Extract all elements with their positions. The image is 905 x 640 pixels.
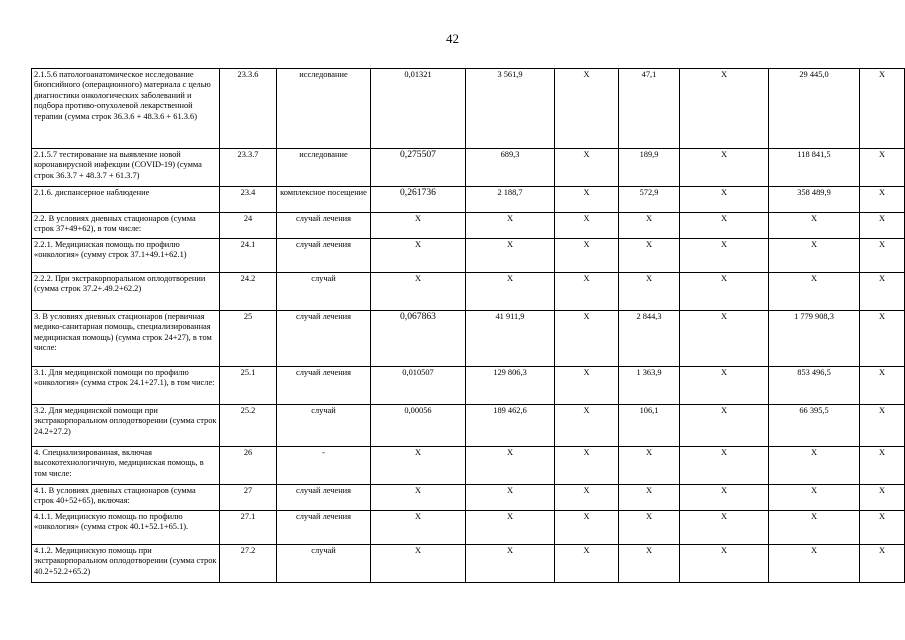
table-row (32, 69, 905, 149)
cell-col10: X (860, 545, 905, 583)
cell-col8: X (680, 405, 769, 447)
cell-col6: X (555, 511, 619, 545)
cell-norm: X (371, 511, 466, 545)
cell-col10: X (860, 485, 905, 511)
cell-col9: X (769, 213, 860, 239)
cell-col8: X (680, 69, 769, 149)
cell-name: 2.2.1. Медицинская помощь по профилю «онкология» (сумму строк 37.1+49.1+62.1) (32, 239, 220, 273)
table-body (32, 69, 905, 583)
cell-row-code: 24.1 (220, 239, 277, 273)
cell-col8: X (680, 187, 769, 213)
cell-norm: 0,010507 (371, 367, 466, 405)
cell-col9: 118 841,5 (769, 149, 860, 187)
cell-name: 3.2. Для медицинской помощи при экстракорпоральном оплодотворении (сумма строк 24.2+27.2) (32, 405, 220, 447)
cell-cost: X (466, 447, 555, 485)
cell-norm: 0,00056 (371, 405, 466, 447)
cell-unit: случай (277, 405, 371, 447)
cell-col7: 572,9 (619, 187, 680, 213)
cell-norm: 0,275507 (371, 149, 466, 187)
cell-col6: X (555, 69, 619, 149)
cell-col6: X (555, 149, 619, 187)
cell-unit: случай (277, 545, 371, 583)
cell-col8: X (680, 447, 769, 485)
cell-unit: случай лечения (277, 485, 371, 511)
cell-norm: X (371, 485, 466, 511)
cell-name: 3.1. Для медицинской помощи по профилю «онкология» (сумма строк 24.1+27.1), в том числе: (32, 367, 220, 405)
cell-col9: 358 489,9 (769, 187, 860, 213)
cell-col7: 1 363,9 (619, 367, 680, 405)
cell-unit: случай лечения (277, 213, 371, 239)
cell-col6: X (555, 447, 619, 485)
cell-norm: X (371, 213, 466, 239)
cell-col8: X (680, 367, 769, 405)
cell-col6: X (555, 273, 619, 311)
table-row (32, 511, 905, 545)
cell-col8: X (680, 511, 769, 545)
cell-col6: X (555, 311, 619, 367)
cell-name: 2.2.2. При экстракорпоральном оплодотворении (сумма строк 37.2+.49.2+62.2) (32, 273, 220, 311)
cell-col9: X (769, 273, 860, 311)
cell-row-code: 27.1 (220, 511, 277, 545)
cell-unit: случай лечения (277, 511, 371, 545)
cell-col9: 853 496,5 (769, 367, 860, 405)
cell-col7: X (619, 273, 680, 311)
cell-cost: 41 911,9 (466, 311, 555, 367)
cell-col6: X (555, 239, 619, 273)
table-row (32, 149, 905, 187)
cell-name: 4.1.2. Медицинскую помощь при экстракорпоральном оплодотворении (сумма строк 40.2+52.2+65.2) (32, 545, 220, 583)
cell-col8: X (680, 273, 769, 311)
cell-col7: X (619, 511, 680, 545)
cell-col9: X (769, 511, 860, 545)
cell-cost: 3 561,9 (466, 69, 555, 149)
cell-cost: X (466, 545, 555, 583)
table-row (32, 187, 905, 213)
cell-unit: комплексное посещение (277, 187, 371, 213)
cell-col7: 189,9 (619, 149, 680, 187)
cell-cost: X (466, 273, 555, 311)
cell-unit: - (277, 447, 371, 485)
cell-cost: 189 462,6 (466, 405, 555, 447)
cell-name: 2.1.6. диспансерное наблюдение (32, 187, 220, 213)
cell-norm: X (371, 545, 466, 583)
cell-cost: X (466, 213, 555, 239)
cell-col7: 2 844,3 (619, 311, 680, 367)
cell-norm: 0,067863 (371, 311, 466, 367)
cell-col9: X (769, 485, 860, 511)
cell-col8: X (680, 485, 769, 511)
cell-col10: X (860, 405, 905, 447)
cell-row-code: 23.3.7 (220, 149, 277, 187)
cell-name: 2.2. В условиях дневных стационаров (сумма строк 37+49+62), в том числе: (32, 213, 220, 239)
cell-col9: 29 445,0 (769, 69, 860, 149)
cell-cost: 129 806,3 (466, 367, 555, 405)
cell-name: 4. Специализированная, включая высокотехнологичную, медицинская помощь, в том числе: (32, 447, 220, 485)
cell-unit: случай лечения (277, 239, 371, 273)
table-row (32, 213, 905, 239)
cell-row-code: 23.3.6 (220, 69, 277, 149)
cell-row-code: 26 (220, 447, 277, 485)
cell-cost: 689,3 (466, 149, 555, 187)
cell-unit: случай (277, 273, 371, 311)
cell-col6: X (555, 405, 619, 447)
table-row (32, 405, 905, 447)
cell-col10: X (860, 239, 905, 273)
cell-col10: X (860, 311, 905, 367)
cell-col8: X (680, 545, 769, 583)
cell-col10: X (860, 447, 905, 485)
cell-col9: 1 779 908,3 (769, 311, 860, 367)
cell-col9: X (769, 545, 860, 583)
cell-norm: 0,01321 (371, 69, 466, 149)
cell-col6: X (555, 187, 619, 213)
cell-unit: исследование (277, 69, 371, 149)
cell-row-code: 24.2 (220, 273, 277, 311)
cell-unit: исследование (277, 149, 371, 187)
cell-col8: X (680, 149, 769, 187)
cell-col8: X (680, 213, 769, 239)
cell-col10: X (860, 273, 905, 311)
cell-col8: X (680, 239, 769, 273)
cell-cost: X (466, 511, 555, 545)
table-row (32, 273, 905, 311)
table-row (32, 367, 905, 405)
cell-col10: X (860, 69, 905, 149)
cell-norm: X (371, 239, 466, 273)
cell-col9: X (769, 239, 860, 273)
cell-row-code: 25 (220, 311, 277, 367)
cell-col6: X (555, 545, 619, 583)
cell-name: 4.1. В условиях дневных стационаров (сумма строк 40+52+65), включая: (32, 485, 220, 511)
cell-col7: X (619, 239, 680, 273)
table-row (32, 545, 905, 583)
cell-col7: X (619, 213, 680, 239)
cell-name: 3. В условиях дневных стационаров (первичная медико-санитарная помощь, специализированная медицинская помощь) (сумма строк 24+27), в том числе: (32, 311, 220, 367)
cell-name: 2.1.5.7 тестирование на выявление новой коронавирусной инфекции (COVID-19) (сумма строк 36.3.7 + 48.3.7 + 61.3.7) (32, 149, 220, 187)
page-number: 42 (446, 31, 459, 46)
cell-unit: случай лечения (277, 311, 371, 367)
cell-name: 2.1.5.6 патологоанатомическое исследование биопсийного (операционного) материала с целью диагностики онкологических заболеваний и подбора противо-опухолевой лекарственной терапии (сумма строк 36.3.6 + 48.3.6 + 61.3.6) (32, 69, 220, 149)
cell-norm: X (371, 273, 466, 311)
cell-col10: X (860, 511, 905, 545)
cell-col7: X (619, 447, 680, 485)
table-row (32, 447, 905, 485)
cell-col7: 47,1 (619, 69, 680, 149)
cell-col7: 106,1 (619, 405, 680, 447)
cell-cost: X (466, 485, 555, 511)
financing-table (31, 68, 905, 583)
cell-col7: X (619, 485, 680, 511)
cell-col6: X (555, 367, 619, 405)
cell-cost: X (466, 239, 555, 273)
cell-col8: X (680, 311, 769, 367)
cell-col9: 66 395,5 (769, 405, 860, 447)
cell-norm: X (371, 447, 466, 485)
cell-unit: случай лечения (277, 367, 371, 405)
cell-row-code: 23.4 (220, 187, 277, 213)
cell-row-code: 25.2 (220, 405, 277, 447)
cell-col7: X (619, 545, 680, 583)
cell-row-code: 27.2 (220, 545, 277, 583)
cell-col10: X (860, 213, 905, 239)
cell-col10: X (860, 367, 905, 405)
cell-row-code: 24 (220, 213, 277, 239)
cell-cost: 2 188,7 (466, 187, 555, 213)
cell-norm: 0,261736 (371, 187, 466, 213)
table-row (32, 311, 905, 367)
table-row (32, 239, 905, 273)
cell-name: 4.1.1. Медицинскую помощь по профилю «онкология» (сумма строк 40.1+52.1+65.1). (32, 511, 220, 545)
cell-row-code: 25.1 (220, 367, 277, 405)
cell-col9: X (769, 447, 860, 485)
cell-col10: X (860, 149, 905, 187)
cell-col10: X (860, 187, 905, 213)
cell-col6: X (555, 213, 619, 239)
cell-col6: X (555, 485, 619, 511)
cell-row-code: 27 (220, 485, 277, 511)
table-row (32, 485, 905, 511)
